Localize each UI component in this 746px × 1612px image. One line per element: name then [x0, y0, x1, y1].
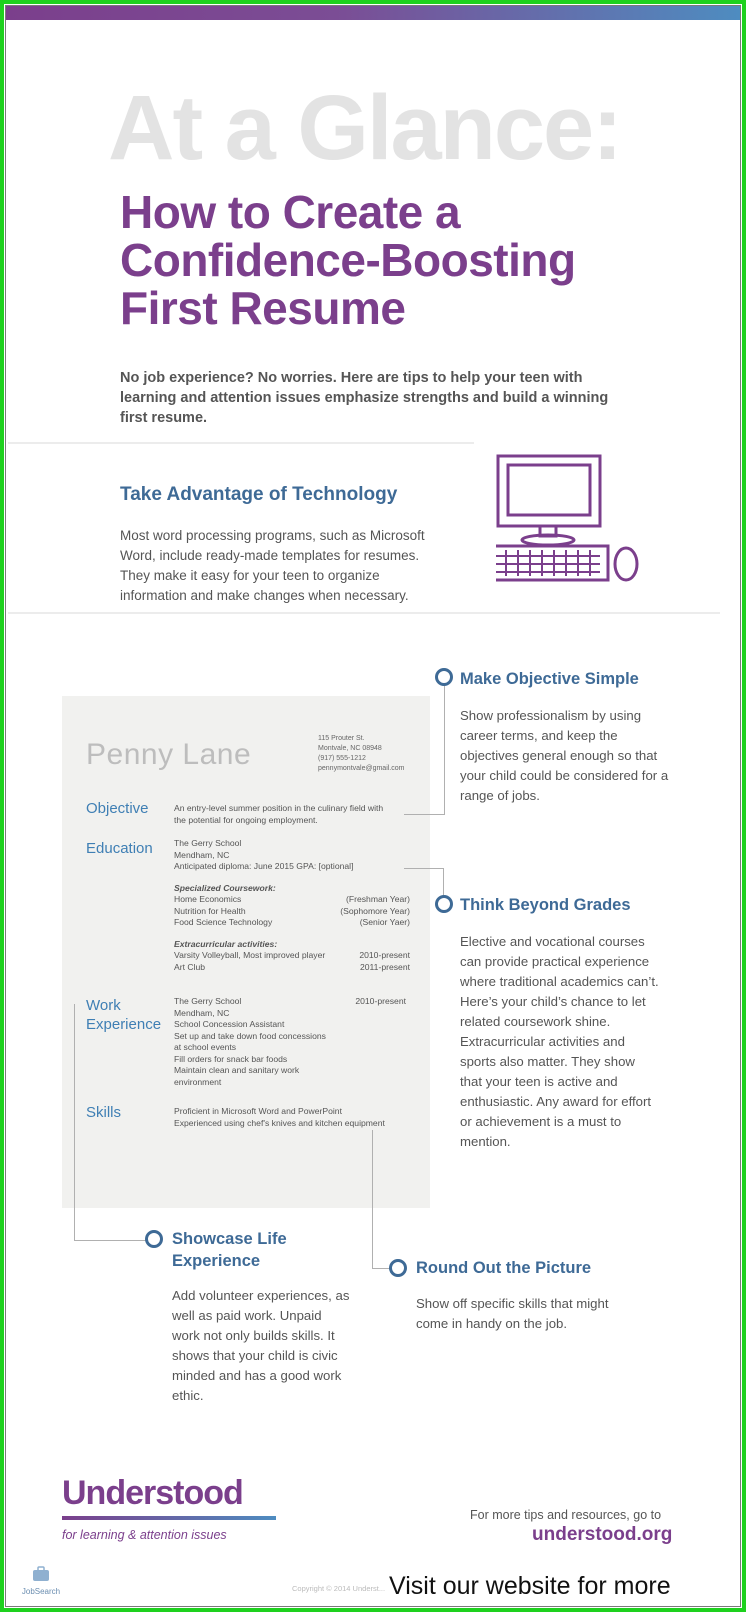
more-resources-text: For more tips and resources, go to [470, 1508, 662, 1522]
connector-line [372, 1130, 373, 1268]
callout-marker-picture [389, 1259, 407, 1277]
computer-icon [496, 452, 656, 594]
connector-line [404, 814, 445, 815]
resume-skills-block: Proficient in Microsoft Word and PowerPoint Experienced using chef's knives and kitchen equipment [174, 1106, 385, 1128]
divider [8, 612, 720, 614]
top-gradient-bar [6, 6, 740, 20]
callout-marker-life [145, 1230, 163, 1248]
resume-objective-text: An entry-level summer position in the culinary field with the potential for ongoing employment. [174, 803, 384, 825]
resume-label-work: Work Experience [86, 997, 162, 1033]
callout-body-grades: Elective and vocational courses can provide practical experience where traditional academics can’t. Here’s your child’s chance to let related coursework shine. Extracurricular activities and sports also matter. They show that your teen is active and enthusiastic. Any award for effort or achievement is a must to mention. [460, 934, 659, 1149]
divider [8, 442, 474, 444]
callout-heading-grades: Think Beyond Grades [460, 896, 631, 914]
page-title: How to Create a Confidence-Boosting First Resume [120, 186, 576, 334]
understood-link[interactable]: understood.org [532, 1524, 673, 1545]
resume-education-block: The Gerry School Mendham, NC Anticipated diploma: June 2015 GPA: [optional] Specialized Coursework: Home Economics (Freshman Year) Nutrition for Health (Sophomore Year) Food Science Technology (Senior Yaer) Extracurricular activities: Varsity Volleyball, Most improved player 2010-present Art Club 2011-present [174, 838, 410, 972]
resume-label-education: Education [86, 840, 153, 857]
callout-heading-objective: Make Objective Simple [460, 670, 639, 688]
connector-line [74, 1004, 75, 1240]
callout-body-picture: Show off specific skills that might come in handy on the job. [416, 1296, 609, 1331]
resume-work-block: The Gerry School 2010-present Mendham, NC School Concession Assistant Set up and take down food concessions at school events Fill orders for snack bar foods Maintain clean and sanitary work environment [174, 996, 406, 1087]
connector-line [74, 1240, 150, 1241]
resume-address: 115 Prouter St. Montvale, NC 08948 (917) 555-1212 pennymontvale@gmail.com [318, 735, 405, 772]
briefcase-icon [32, 1566, 50, 1582]
visit-website-banner[interactable]: Visit our website for more [385, 1572, 675, 1601]
technology-body: Most word processing programs, such as Microsoft Word, include ready-made templates for resumes. They make it easy for your teen to organize information and make changes when necessary. [120, 528, 425, 603]
connector-line [372, 1268, 390, 1269]
callout-body-objective: Show professionalism by using career terms, and keep the objectives general enough so that your child could be considered for a range of jobs. [460, 708, 669, 803]
resume-name: Penny Lane [86, 738, 252, 771]
logo-tagline: for learning & attention issues [62, 1528, 227, 1542]
logo-underline [62, 1516, 276, 1520]
technology-heading: Take Advantage of Technology [120, 484, 398, 505]
callout-heading-life: Showcase Life Experience [172, 1230, 287, 1270]
resume-label-skills: Skills [86, 1104, 122, 1121]
callout-body-life: Add volunteer experiences, as well as paid work. Unpaid work not only builds skills. It shows that your child is civic minded and has a good work ethic. [172, 1288, 350, 1403]
callout-marker-grades [435, 895, 453, 913]
resume-label-objective: Objective [86, 800, 149, 817]
connector-line [404, 868, 444, 869]
jobsearch-badge: JobSearch [18, 1566, 64, 1596]
connector-line [444, 684, 445, 814]
copyright-text: Copyright © 2014 Underst... [292, 1584, 386, 1593]
kicker-heading: At a Glance: [108, 77, 621, 179]
understood-logo[interactable]: Understood [62, 1474, 243, 1512]
intro-text: No job experience? No worries. Here are tips to help your teen with learning and attention issues emphasize strengths and build a winning first resume. [120, 370, 609, 426]
callout-marker-objective [435, 668, 453, 686]
callout-heading-picture: Round Out the Picture [416, 1259, 592, 1277]
